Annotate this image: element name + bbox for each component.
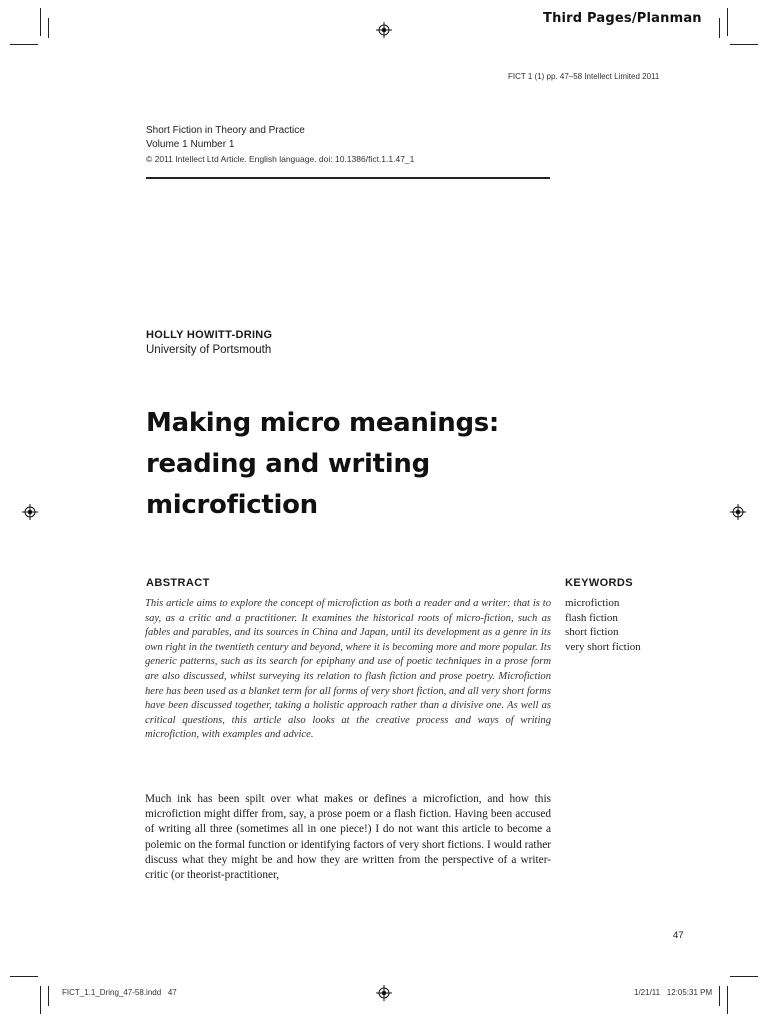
citation: © 2011 Intellect Ltd Article. English language. doi: 10.1386/fict.1.1.47_1	[146, 154, 415, 164]
title-line: reading and writing	[146, 449, 430, 479]
crop-mark	[727, 986, 728, 1014]
title-line: Making micro meanings:	[146, 408, 500, 438]
journal-name: Short Fiction in Theory and Practice	[146, 125, 305, 136]
file-slug: FICT_1.1_Dring_47-58.indd 47	[62, 988, 177, 997]
page-number: 47	[673, 930, 684, 941]
crop-mark	[719, 18, 720, 38]
author-name: HOLLY HOWITT-DRING	[146, 329, 273, 341]
keyword: flash fiction	[565, 611, 618, 624]
crop-mark	[719, 986, 720, 1006]
registration-mark-icon	[730, 504, 746, 520]
crop-mark	[10, 976, 38, 977]
date-slug: 1/21/11 12:05:31 PM	[634, 988, 713, 997]
registration-mark-icon	[22, 504, 38, 520]
keyword: very short fiction	[565, 640, 641, 653]
journal-volume: Volume 1 Number 1	[146, 139, 235, 150]
running-head: FICT 1 (1) pp. 47–58 Intellect Limited 2011	[508, 72, 660, 81]
crop-mark	[48, 18, 49, 38]
title-line: microfiction	[146, 490, 318, 520]
crop-mark	[727, 8, 728, 36]
article-title	[146, 403, 566, 526]
crop-mark	[40, 8, 41, 36]
crop-mark	[730, 44, 758, 45]
crop-mark	[730, 976, 758, 977]
registration-mark-icon	[376, 985, 392, 1001]
registration-mark-icon	[376, 22, 392, 38]
author-affiliation: University of Portsmouth	[146, 344, 272, 356]
keyword: short fiction	[565, 626, 619, 639]
body-paragraph: Much ink has been spilt over what makes or defines a microfiction, and how this microfiction might differ from, say, a prose poem or a flash fiction. Having been accused of writing all three (sometimes all in one piece!) I do not want this article to become a polemic on the formal function or identifying factors of very short fictions. I would rather discuss what they might be and how they are written from the perspective of a writer-critic (or theorist-practitioner,	[145, 793, 551, 882]
abstract-text: This article aims to explore the concept of microfiction as both a reader and a writer: that is to say, as a critic and a practitioner. It examines the historical roots of micro-fiction, such as fables and parables, and its sources in China and Japan, until its development as a genre in its own right in the twentieth century and beyond, where it is becoming more and more popular. Its generic patterns, such as its search for epiphany and use of poetic techniques in a prose form are also discussed, whilst surveying its relation to flash fiction and prose poetry. Microfiction here has been used as a blanket term for all forms of very short fiction, and all very short forms have been discussed together, taking a holistic approach rather than a divisive one. As well as critical questions, this article also looks at the creative process and ways of writing microfiction, with examples and advice.	[145, 598, 551, 741]
keywords-heading: KEYWORDS	[565, 577, 633, 589]
keywords-list	[565, 596, 641, 654]
crop-mark	[40, 986, 41, 1014]
header-rule	[146, 177, 550, 179]
keyword: microfiction	[565, 597, 620, 609]
abstract-heading: ABSTRACT	[146, 577, 210, 589]
journal-info	[146, 124, 414, 166]
print-slug: Third Pages/Planman	[543, 11, 702, 26]
author-block	[146, 328, 272, 358]
crop-mark	[48, 986, 49, 1006]
crop-mark	[10, 44, 38, 45]
